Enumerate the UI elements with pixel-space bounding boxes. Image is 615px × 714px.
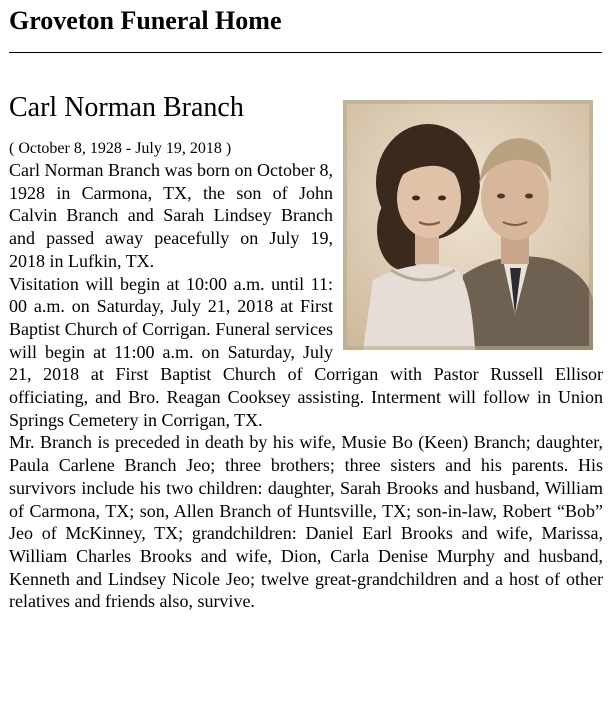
life-dates: ( October 8, 1928 - July 19, 2018 ) — [9, 140, 232, 157]
site-title: Groveton Funeral Home — [9, 6, 282, 35]
portrait-photo-illustration — [343, 100, 593, 350]
header-divider — [9, 52, 602, 53]
deceased-name: Carl Norman Branch — [9, 92, 244, 123]
biography-paragraph: Carl Norman Branch was born on October 8, 1928 in Carmona, TX, the son of John Calvin Branch and Sarah Lindsey Branch and passed away peacefully on July 19, 2018 in Lufkin, TX. — [9, 160, 333, 271]
services-paragraph: Visitation will begin at 10:00 a.m. until 11: 00 a.m. on Saturday, July 21, 2018 at First Baptist Church of Corrigan. Funeral services will begin at 11:00 a.m. on Saturday, July 21, 2018 at First Baptist Church of Corrigan with Pastor Russell Ellisor officiating, and Bro. Reagan Cooksey assisting. Interment will follow in Union Springs Cemetery in Corrigan, TX. — [9, 273, 603, 430]
family-paragraph: Mr. Branch is preceded in death by his wife, Musie Bo (Keen) Branch; daughter, Paula Carlene Branch Jeo; three brothers; three sisters and his parents. His survivors include his two children: daughter, Sarah Brooks and husband, William of Carmona, TX; son, Allen Branch of Huntsville, TX; son-in-law, Robert “Bob” Jeo of McKinney, TX; grandchildren: Daniel Earl Brooks and wife, Marissa, William Charles Brooks and wife, Dion, Carla Denise Murphy and husband, Kenneth and Lindsey Nicole Jeo; twelve great-grandchildren and a host of other relatives and friends also, survive. — [9, 432, 603, 612]
obituary-content — [9, 88, 603, 613]
portrait-photo — [343, 100, 593, 350]
